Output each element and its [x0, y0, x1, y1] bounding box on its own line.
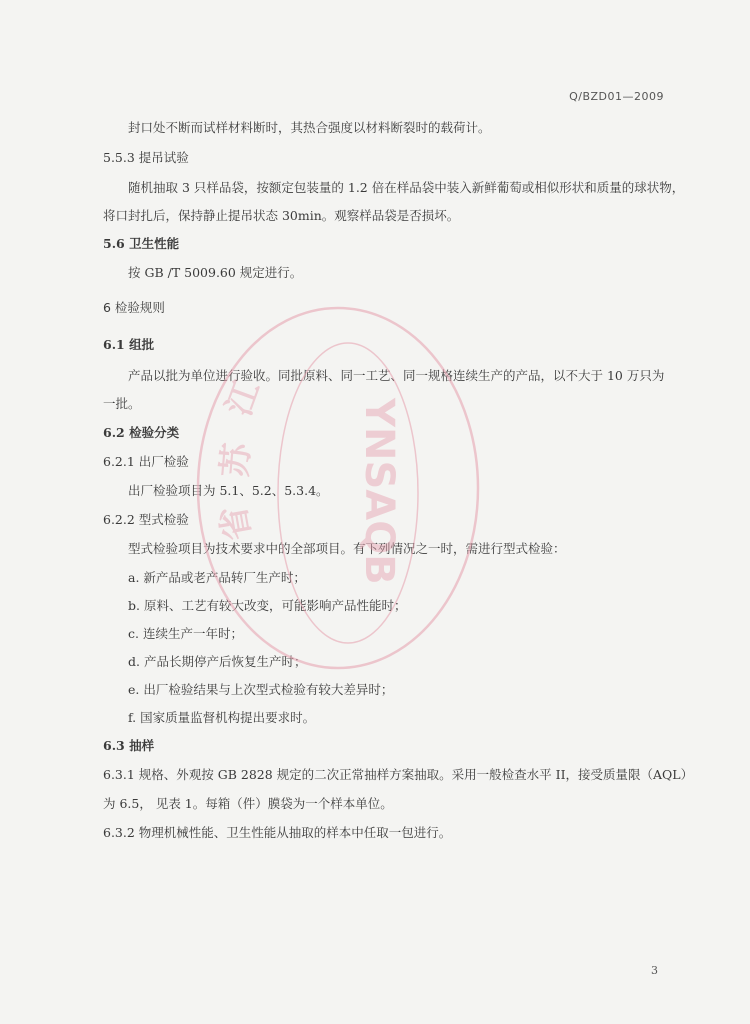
svg-text:江: 江 — [218, 375, 269, 422]
list-item: e. 出厂检验结果与上次型式检验有较大差异时； — [128, 682, 394, 697]
section-heading: 6.1 组批 — [103, 337, 155, 352]
body-text: 出厂检验项目为 5.1、5.2、5.3.4。 — [128, 483, 329, 498]
body-text: 将口封扎后，保持静止提吊状态 30min。观察样品袋是否损坏。 — [103, 208, 460, 223]
body-text: 6.3.1 规格、外观按 GB 2828 规定的二次正常抽样方案抽取。采用一般检查水平 II，接受质量限（AQL） — [103, 767, 694, 782]
subsection-heading: 5.5.3 提吊试验 — [103, 150, 189, 165]
body-text: 为 6.5， 见表 1。每箱（件）膜袋为一个样本单位。 — [103, 796, 393, 811]
subsection-heading: 6.2.2 型式检验 — [103, 512, 189, 527]
svg-text:苏: 苏 — [215, 441, 258, 479]
svg-text:YNSAQB: YNSAQB — [356, 398, 402, 585]
chapter-heading: 6 检验规则 — [103, 300, 165, 315]
document-code: Q/BZD01—2009 — [569, 90, 664, 103]
svg-text:省: 省 — [213, 502, 259, 544]
list-item: b. 原料、工艺有较大改变，可能影响产品性能时； — [128, 598, 407, 613]
section-heading: 6.2 检验分类 — [103, 425, 180, 440]
list-item: a. 新产品或老产品转厂生产时； — [128, 570, 306, 585]
body-text: 一批。 — [103, 396, 141, 411]
page-number: 3 — [651, 964, 658, 977]
body-text: 封口处不断而试样材料断时，其热合强度以材料断裂时的载荷计。 — [128, 120, 491, 135]
body-text: 随机抽取 3 只样品袋，按额定包装量的 1.2 倍在样品袋中装入新鲜葡萄或相似形状和质量的球状物， — [128, 180, 685, 195]
section-heading: 5.6 卫生性能 — [103, 236, 180, 251]
body-text: 型式检验项目为技术要求中的全部项目。有下列情况之一时，需进行型式检验： — [128, 541, 566, 556]
body-text: 6.3.2 物理机械性能、卫生性能从抽取的样本中任取一包进行。 — [103, 825, 452, 840]
list-item: d. 产品长期停产后恢复生产时； — [128, 654, 307, 669]
section-heading: 6.3 抽样 — [103, 738, 155, 753]
body-text: 产品以批为单位进行验收。同批原料、同一工艺、同一规格连续生产的产品，以不大于 10 万只为 — [128, 368, 665, 383]
body-text: 按 GB /T 5009.60 规定进行。 — [128, 265, 303, 280]
list-item: c. 连续生产一年时； — [128, 626, 243, 641]
list-item: f. 国家质量监督机构提出要求时。 — [128, 710, 316, 725]
subsection-heading: 6.2.1 出厂检验 — [103, 454, 189, 469]
